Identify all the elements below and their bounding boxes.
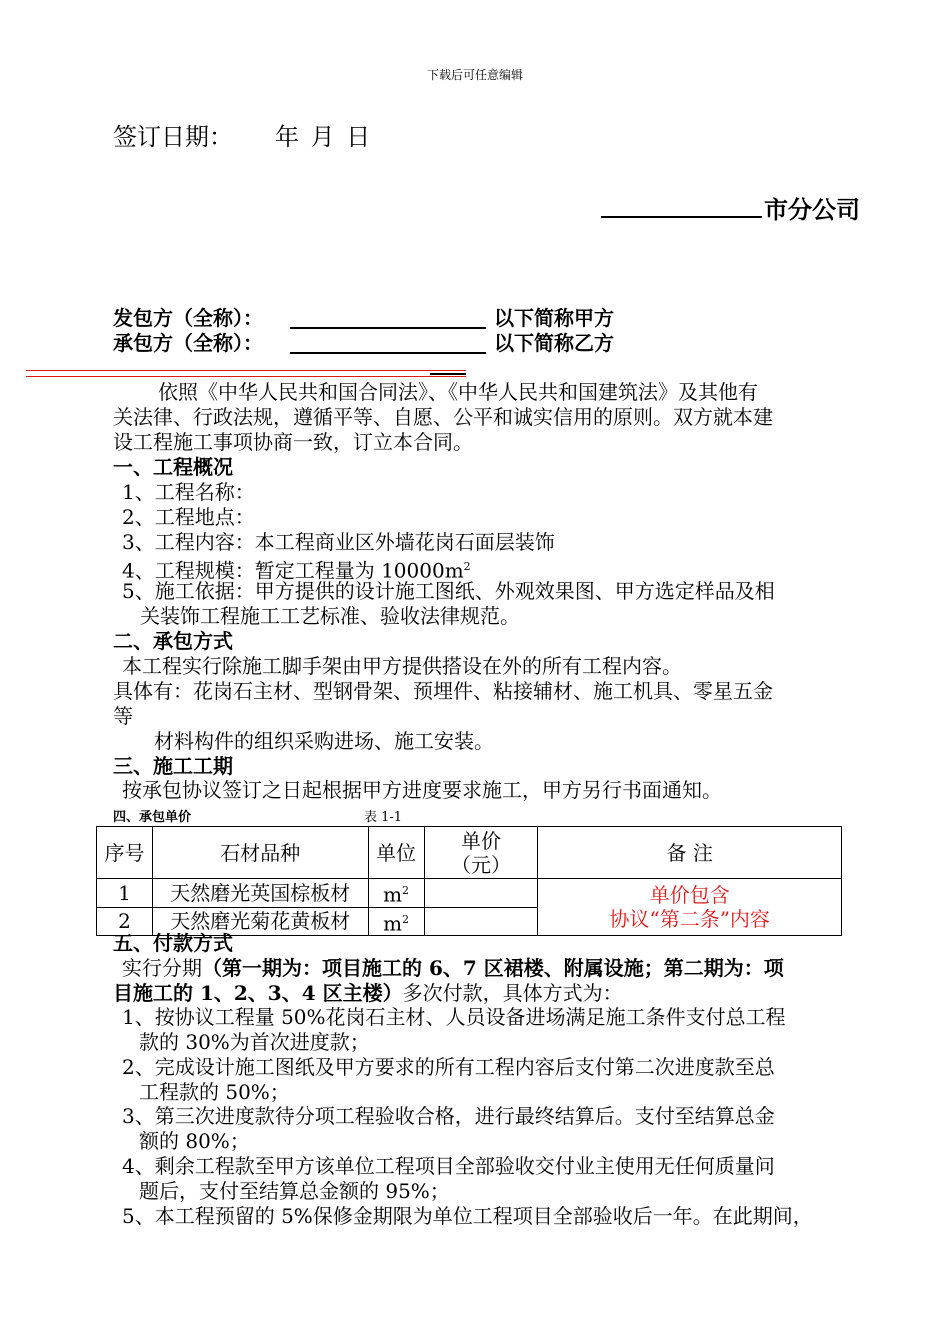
price-table [96,826,842,936]
section5-intro-line-1 [122,955,784,981]
section1-item-5-cont: 关装饰工程施工工艺标准、验收法律规范。 [140,604,520,628]
section3-line-1: 按承包协议签订之日起根据甲方进度要求施工，甲方另行书面通知。 [122,778,722,802]
section1-item-2: 2、工程地点： [122,505,255,529]
section5-item-1-cont: 款的 30%为首次进度款； [139,1030,370,1054]
section5-item-2: 2、完成设计施工图纸及甲方要求的所有工程内容后支付第二次进度款至总 [122,1055,775,1079]
section3-title: 三、施工工期 [113,754,233,778]
party-a-blank[interactable] [290,305,486,329]
section1-item-1: 1、工程名称： [122,480,255,504]
section2-line-1: 本工程实行除施工脚手架由甲方提供搭设在外的所有工程内容。 [122,654,682,678]
section1-item-5: 5、施工依据：甲方提供的设计施工图纸、外观效果图、甲方选定样品及相 [122,579,775,603]
section2-title: 二、承包方式 [113,629,233,653]
remark-cell [538,879,842,936]
section5-item-4: 4、剩余工程款至甲方该单位工程项目全部验收交付业主使用无任何质量问 [122,1154,775,1178]
intro-line-2: 关法律、行政法规，遵循平等、自愿、公平和诚实信用的原则。双方就本建 [113,405,773,429]
row-1-name: 天然磨光英国棕板材 [152,879,368,908]
party-a-label: 发包方（全称）： [113,306,263,330]
section5-intro-a: 实行分期 [122,956,202,980]
remark-line-1: 单价包含 [649,883,730,908]
row-1-unit-sup: 2 [402,884,410,897]
black-rule [430,373,466,375]
header-remark: 备 注 [538,827,842,879]
header-unit: 单位 [368,827,424,879]
section5-item-4-cont: 题后，支付至结算总金额的 95%； [139,1179,450,1203]
row-1-unit-text: m [383,882,403,907]
table-row [97,879,842,908]
section1-title: 一、工程概况 [113,455,233,479]
intro-line-3: 设工程施工事项协商一致，订立本合同。 [113,430,473,454]
table-number: 表 1-1 [364,810,403,825]
table-header-row [97,827,842,879]
section1-item-4-text: 4、工程规模：暂定工程量为 10000m [122,558,464,583]
section5-item-1: 1、按协议工程量 50%花岗石主材、人员设备进场满足施工条件支付总工程 [122,1005,786,1029]
red-rule-bottom [26,376,466,377]
section5-item-3: 3、第三次进度款待分项工程验收合格，进行最终结算后。支付至结算总金 [122,1104,775,1128]
header-name: 石材品种 [152,827,368,879]
header-note: 下载后可任意编辑 [426,68,523,82]
row-2-price[interactable] [424,907,538,936]
company-suffix: 市分公司 [764,195,860,224]
header-price-line-2: （元） [450,852,511,877]
party-a-suffix: 以下简称甲方 [494,306,614,330]
section1-item-3: 3、工程内容：本工程商业区外墙花岗石面层装饰 [122,530,555,554]
red-rule-top [26,370,466,371]
section5-intro-b: （第一期为：项目施工的 6、7 区裙楼、附属设施；第二期为：项 [202,956,784,980]
section5-intro-d: 多次付款，具体方式为： [402,981,623,1005]
section5-item-3-cont: 额的 80%； [139,1129,250,1153]
section1-item-4-sup: 2 [463,560,471,573]
party-b-blank[interactable] [290,330,486,354]
section5-intro-c: 目施工的 1、2、3、4 区主楼） [113,981,403,1005]
section4-title: 四、承包单价 [113,810,192,825]
section5-title: 五、付款方式 [113,931,233,955]
sign-date-value: 年 月 日 [275,123,371,151]
header-no: 序号 [97,827,153,879]
section5-intro-line-2 [113,980,623,1006]
row-2-unit-sup: 2 [402,912,410,926]
intro-line-1: 依照《中华人民共和国合同法》、《中华人民共和国建筑法》及其他有 [158,380,758,404]
section2-line-2: 具体有：花岗石主材、型钢骨架、预埋件、粘接辅材、施工机具、零星五金 [113,679,773,703]
row-2-unit-text: m [383,911,403,936]
header-price [424,827,538,879]
row-1-no: 1 [97,879,153,908]
row-1-price[interactable] [424,879,538,908]
row-2-unit [368,907,424,936]
row-1-unit [368,879,424,908]
company-blank[interactable] [601,190,762,218]
header-price-line-1: 单价 [460,828,501,853]
party-b-suffix: 以下简称乙方 [494,331,614,355]
section2-line-3: 等 [113,704,133,728]
party-b-label: 承包方（全称）： [113,331,263,355]
section2-line-4: 材料构件的组织采购进场、施工安装。 [154,729,494,753]
row-2-no: 2 [97,907,153,936]
row-2-name: 天然磨光菊花黄板材 [152,907,368,936]
remark-line-2: 协议“第二条”内容 [609,907,770,932]
sign-date-label: 签订日期： [113,123,233,151]
section5-item-2-cont: 工程款的 50%； [139,1080,290,1104]
section5-item-5: 5、本工程预留的 5%保修金期限为单位工程项目全部验收后一年。在此期间， [122,1204,813,1228]
